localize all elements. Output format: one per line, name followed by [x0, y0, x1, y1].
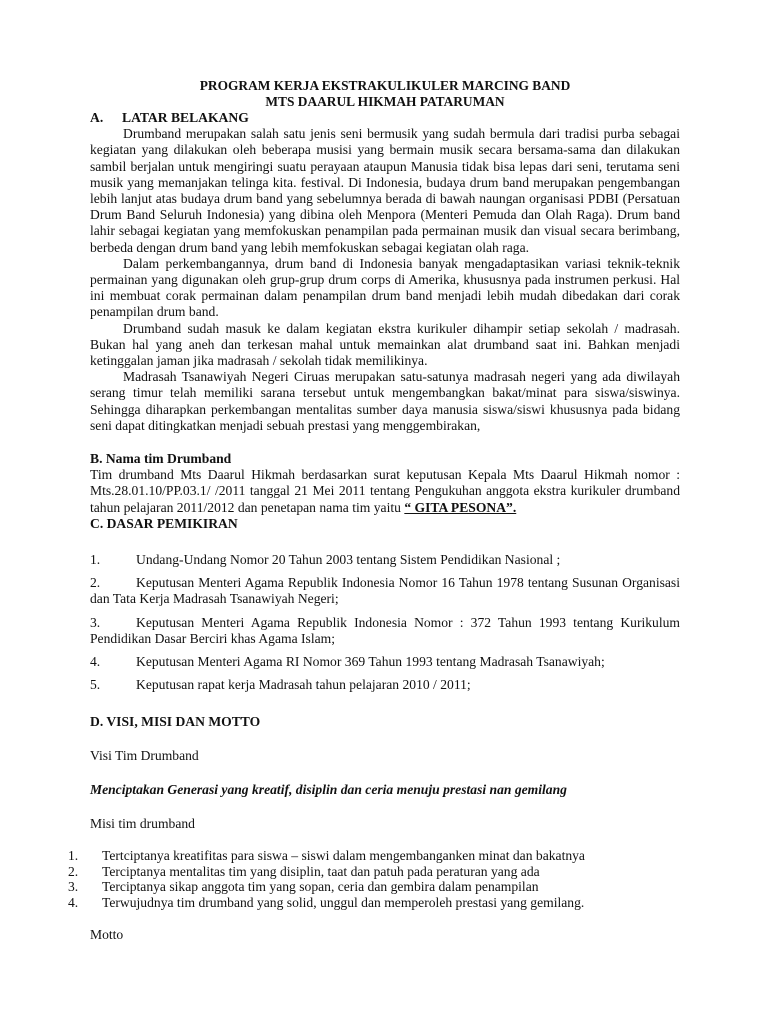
list-item-text: Terciptanya mentalitas tim yang disiplin, taat dan patuh pada peraturan yang ada — [102, 863, 540, 879]
list-item-number: 4. — [68, 894, 79, 910]
section-b-heading: B. Nama tim Drumband — [90, 451, 232, 467]
list-item-text: Tertciptanya kreatifitas para siswa – siswi dalam mengembanganken minat dan bakatnya — [102, 848, 585, 864]
list-item — [90, 575, 680, 607]
misi-list — [68, 848, 680, 910]
section-a-paragraph-4: Madrasah Tsanawiyah Negeri Ciruas merupakan satu-satunya madrasah negeri yang ada diwilayah serang timur telah memiliki sarana tersebut untuk mengembangkan bakat/minat para siswa/siswinya. Sehingga diharapkan perkembangan mentalitas sumber daya manusia siswa/siswi khususnya pada bidang seni dapat ditingkatkan menjadi sebuah prestasi yang menggembirakan, — [90, 369, 680, 433]
list-item — [68, 879, 680, 894]
document-title-line-1: PROGRAM KERJA EKSTRAKULIKULER MARCING BAND — [199, 78, 571, 93]
section-c-heading: C. DASAR PEMIKIRAN — [90, 515, 238, 531]
section-a-paragraph-2: Dalam perkembangannya, drum band di Indonesia banyak mengadaptasikan variasi teknik-teknik permainan yang digunakan oleh grup-grup drum corps di Amerika, khususnya pada instrumen perkusi. Hal ini membuat corak permainan dalam penampilan drum band menjadi lebih mudah dibedakan dari corak penampilan drum band. — [90, 255, 680, 320]
motto-label: Motto — [90, 926, 124, 942]
list-item-text: Terwujudnya tim drumband yang solid, unggul dan memperoleh prestasi yang gemilang. — [102, 894, 585, 910]
list-item — [68, 848, 680, 863]
list-item-number: 3. — [68, 879, 79, 895]
list-item-text: Keputusan rapat kerja Madrasah tahun pelajaran 2010 / 2011; — [136, 677, 471, 693]
list-item — [90, 615, 680, 647]
document-title-line-2: MTS DAARUL HIKMAH PATARUMAN — [265, 94, 505, 109]
list-item-number: 3. — [90, 614, 101, 630]
list-item-number: 1. — [68, 848, 79, 864]
section-d-heading: D. VISI, MISI DAN MOTTO — [90, 713, 261, 729]
list-item-number: 5. — [90, 677, 101, 693]
team-name: “ GITA PESONA”. — [404, 499, 517, 515]
list-item-text: Keputusan Menteri Agama RI Nomor 369 Tahun 1993 tentang Madrasah Tsanawiyah; — [136, 654, 605, 670]
misi-label: Misi tim drumband — [90, 816, 195, 832]
section-a-paragraph-3: Drumband sudah masuk ke dalam kegiatan ekstra kurikuler dihampir setiap sekolah / madrasah. Bukan hal yang aneh dan terkesan mahal untuk memainkan alat drumband saat ini. Bahkan menjadi ketinggalan jaman jika madrasah / sekolah tidak memilikinya. — [90, 320, 680, 369]
list-item — [90, 552, 680, 568]
list-item — [68, 895, 680, 910]
visi-label: Visi Tim Drumband — [90, 747, 199, 763]
list-item-text: Undang-Undang Nomor 20 Tahun 2003 tentang Sistem Pendidikan Nasional ; — [136, 552, 561, 568]
visi-text: Menciptakan Generasi yang kreatif, disiplin dan ceria menuju prestasi nan gemilang — [90, 781, 567, 797]
list-item-text: Keputusan Menteri Agama Republik Indonesia Nomor : 372 Tahun 1993 tentang Kurikulum Pendidikan Dasar Berciri khas Agama Islam; — [90, 614, 680, 646]
section-a-heading — [90, 110, 680, 126]
section-b-paragraph — [90, 467, 680, 516]
section-a-title: LATAR BELAKANG — [122, 110, 249, 125]
section-a-number: A. — [90, 110, 104, 125]
list-item-number: 2. — [68, 863, 79, 879]
list-item — [68, 864, 680, 879]
list-item-number: 4. — [90, 654, 101, 670]
dasar-pemikiran-list — [90, 552, 680, 693]
list-item — [90, 677, 680, 693]
list-item — [90, 654, 680, 670]
section-b-text: Tim drumband Mts Daarul Hikmah berdasarkan surat keputusan Kepala Mts Daarul Hikmah nomor : Mts.28.01.10/PP.03.1/ /2011 tanggal 21 Mei 2011 tentang Pengukuhan anggota ekstra kurikuler drumband tahun pelajaran 2011/2012 dan penetapan nama tim yaitu — [90, 467, 680, 515]
list-item-text: Keputusan Menteri Agama Republik Indonesia Nomor 16 Tahun 1978 tentang Susunan Organisasi dan Tata Kerja Madrasah Tsanawiyah Negeri; — [90, 575, 680, 607]
section-a-paragraph-1: Drumband merupakan salah satu jenis seni bermusik yang sudah bermula dari tradisi purba sebagai kegiatan yang dilakukan oleh beberapa musisi yang bermain musik secara bersama-sama dan dilakukan sambil berjalan untuk mengiringi suatu perayaan ataupun Manusia tidak bisa lepas dari seni, terutama seni musik yang memanjakan telinga kita. festival. Di Indonesia, budaya drum band merupakan pengembangan lebih lanjut atas budaya drum band yang sebelumnya berada di bawah naungan organisasi PDBI (Persatuan Drum Band Seluruh Indonesia) yang dibina oleh Menpora (Menteri Pemuda dan Olah Raga). Drum band lahir sebagai kegiatan yang memfokuskan penampilan pada permainan musik dan visual secara berimbang, berbeda dengan drum band yang lebih memfokuskan sebagai kegiatan olah raga. — [90, 126, 680, 255]
list-item-text: Terciptanya sikap anggota tim yang sopan, ceria dan gembira dalam penampilan — [102, 879, 539, 895]
list-item-number: 1. — [90, 552, 101, 568]
list-item-number: 2. — [90, 575, 101, 591]
